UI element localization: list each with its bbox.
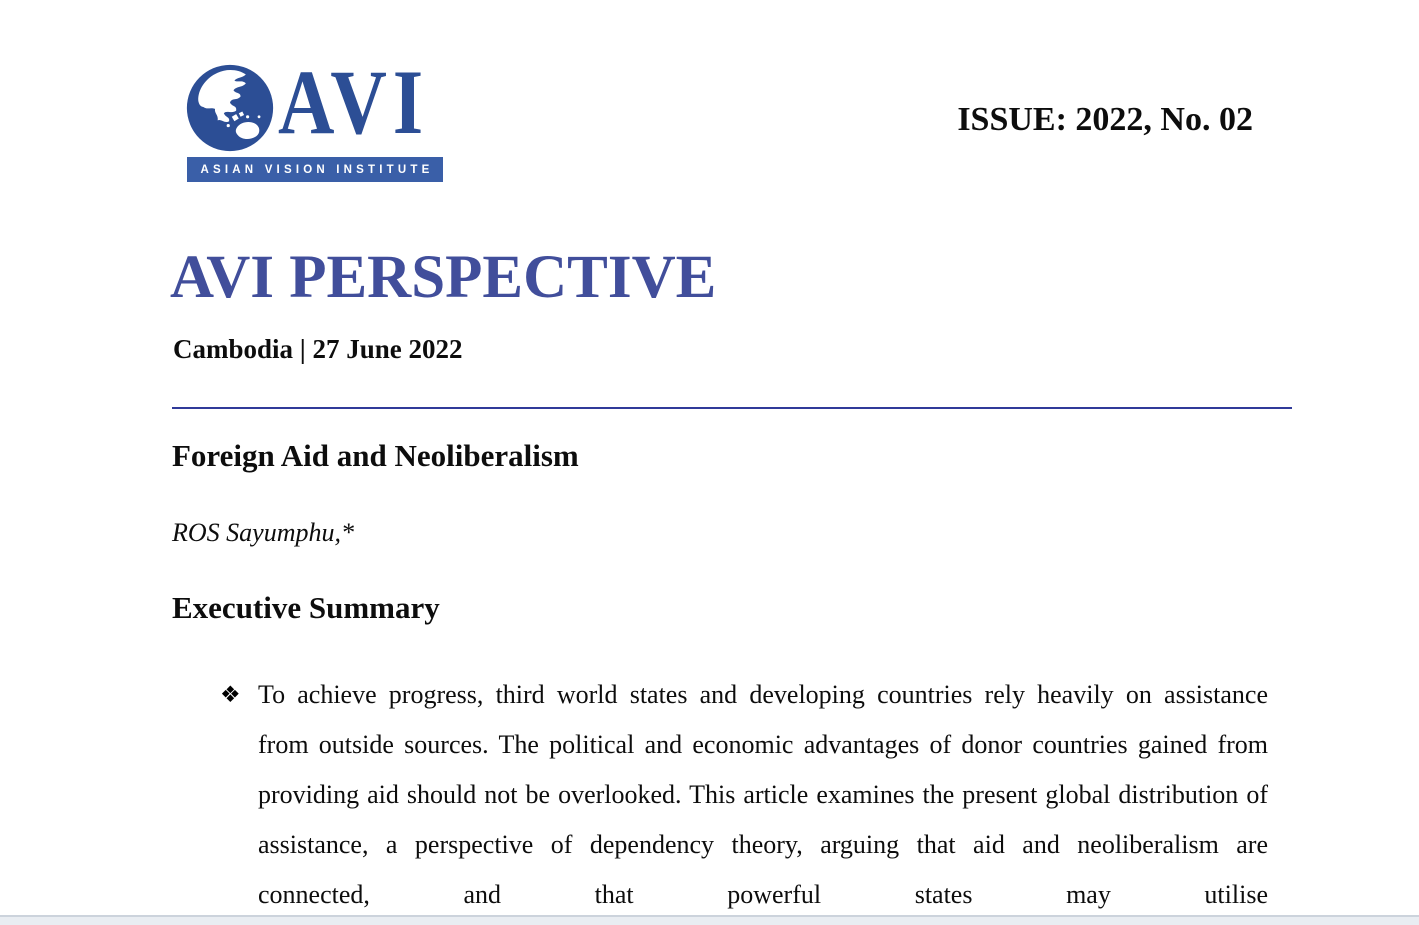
author-byline: ROS Sayumphu,* [172,518,354,547]
diamond-bullet-icon: ❖ [220,682,241,707]
avi-logo-banner [187,157,443,182]
article-title: Foreign Aid and Neoliberalism [172,438,579,473]
section-heading-executive-summary: Executive Summary [172,590,440,625]
avi-logo [186,51,444,184]
publication-title: AVI PERSPECTIVE [170,244,717,311]
horizontal-divider [172,407,1292,409]
list-item [220,670,1268,920]
issue-label: ISSUE: 2022, No. 02 [957,101,1253,138]
summary-bullet-text: To achieve progress, third world states and developing countries rely heavily on assistance from outside sources. The political and economic advantages of donor countries gained from providing aid should not be overlooked. This article examines the present global distribution of assistance, a perspective of dependency theory, arguing that aid and neoliberalism are connected, and that powerful states may utilise [258,680,1268,909]
executive-summary-list [220,670,1268,920]
avi-logo-wordmark: AVI [278,51,430,153]
globe-asia-pacific-icon [186,64,274,152]
dateline: Cambodia | 27 June 2022 [173,334,463,364]
avi-logo-banner-text: ASIAN VISION INSTITUTE [200,163,434,176]
page-bottom-edge [0,915,1419,925]
